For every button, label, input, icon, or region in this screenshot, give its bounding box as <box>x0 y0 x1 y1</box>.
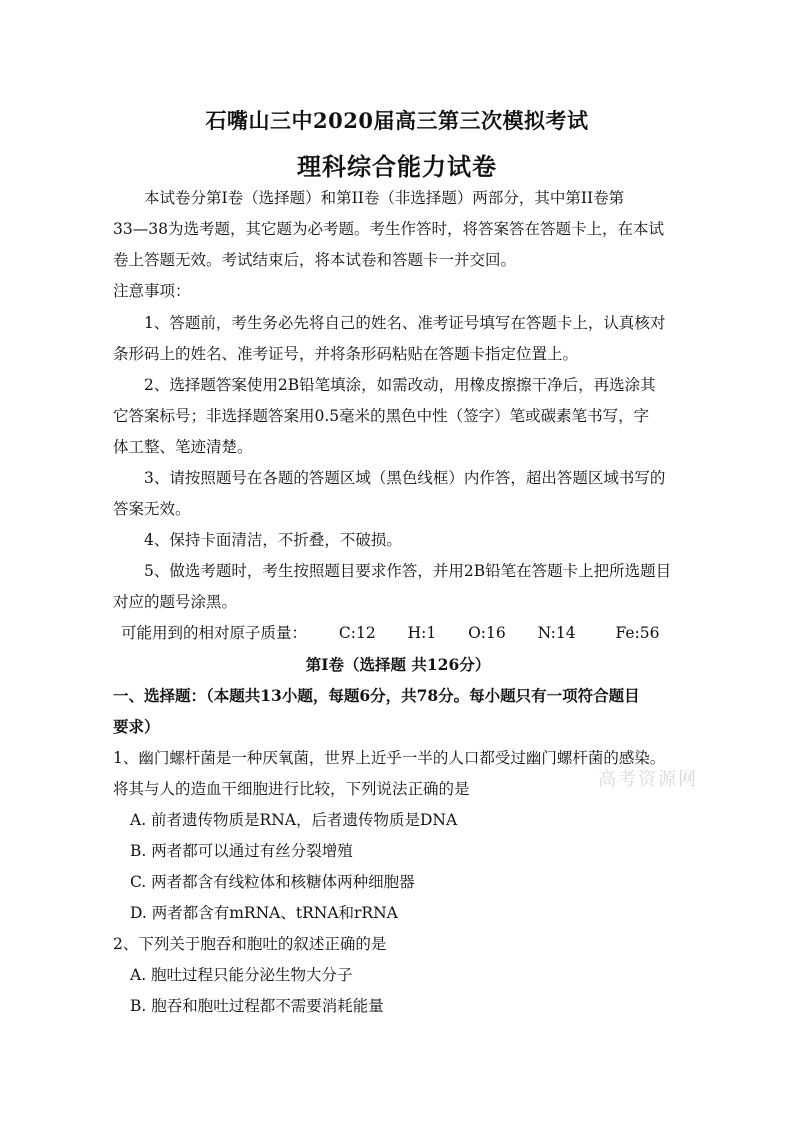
option-d: D. 两者都含有mRNA、tRNA和rRNA <box>130 904 398 922</box>
note-line: 4、保持卡面清洁，不折叠，不破损。 <box>113 531 402 549</box>
note-line: 1、答题前，考生务必先将自己的姓名、准考证号填写在答题卡上，认真核对 <box>113 314 666 332</box>
note-line: 条形码上的姓名、准考证号，并将条形码粘贴在答题卡指定位置上。 <box>113 345 579 363</box>
note-line: 对应的题号涂黑。 <box>113 593 238 611</box>
section1-heading: 要求） <box>113 717 160 736</box>
note-line: 它答案标号；非选择题答案用0.5毫米的黑色中性（签字）笔或碳素笔书写，字 <box>113 407 650 425</box>
question-stem: 2、下列关于胞吞和胞吐的叙述正确的是 <box>113 935 387 953</box>
option-b: B. 两者都可以通过有丝分裂增殖 <box>130 842 353 860</box>
watermark: 高考资源网 <box>598 769 698 790</box>
intro-line: 33—38为选考题，其它题为必考题。考生作答时，将答案答在答题卡上，在本试 <box>113 220 664 238</box>
atomic-masses-label: 可能用到的相对原子质量： <box>121 624 308 642</box>
section1-heading: 一、选择题：（本题共13小题，每题6分，共78分。每小题只有一项符合题目 <box>113 686 640 705</box>
part1-heading: 第I卷（选择题 共126分） <box>305 655 491 674</box>
question-stem: 1、幽门螺杆菌是一种厌氧菌，世界上近乎一半的人口都受过幽门螺杆菌的感染。 <box>113 749 666 767</box>
atomic-masses <box>121 623 691 643</box>
option-a: A. 胞吐过程只能分泌生物大分子 <box>130 966 353 984</box>
exam-subtitle: 理科综合能力试卷 <box>297 152 497 181</box>
exam-title: 石嘴山三中2020届高三第三次模拟考试 <box>205 108 589 133</box>
mass-value: C:12 <box>338 624 376 642</box>
note-line: 5、做选考题时，考生按照题目要求作答，并用2B铅笔在答题卡上把所选题目 <box>113 562 672 580</box>
note-line: 答案无效。 <box>113 500 191 518</box>
note-line: 2、选择题答案使用2B铅笔填涂，如需改动，用橡皮擦擦干净后，再选涂其 <box>113 376 656 394</box>
mass-value: O:16 <box>468 624 506 642</box>
option-c: C. 两者都含有线粒体和核糖体两种细胞器 <box>130 873 415 891</box>
mass-value: N:14 <box>537 624 576 642</box>
note-line: 3、请按照题号在各题的答题区域（黑色线框）内作答，超出答题区域书写的 <box>113 469 666 487</box>
intro-line: 本试卷分第I卷（选择题）和第II卷（非选择题）两部分，其中第II卷第 <box>113 189 625 207</box>
notes-heading: 注意事项： <box>113 282 191 300</box>
mass-value: Fe:56 <box>615 624 660 642</box>
option-a: A. 前者遗传物质是RNA，后者遗传物质是DNA <box>130 811 458 829</box>
intro-line: 卷上答题无效。考试结束后，将本试卷和答题卡一并交回。 <box>113 251 517 269</box>
question-stem: 将其与人的造血干细胞进行比较，下列说法正确的是 <box>113 780 470 798</box>
note-line: 体工整、笔迹清楚。 <box>113 438 253 456</box>
option-b: B. 胞吞和胞吐过程都不需要消耗能量 <box>130 997 384 1015</box>
mass-value: H:1 <box>407 624 437 642</box>
